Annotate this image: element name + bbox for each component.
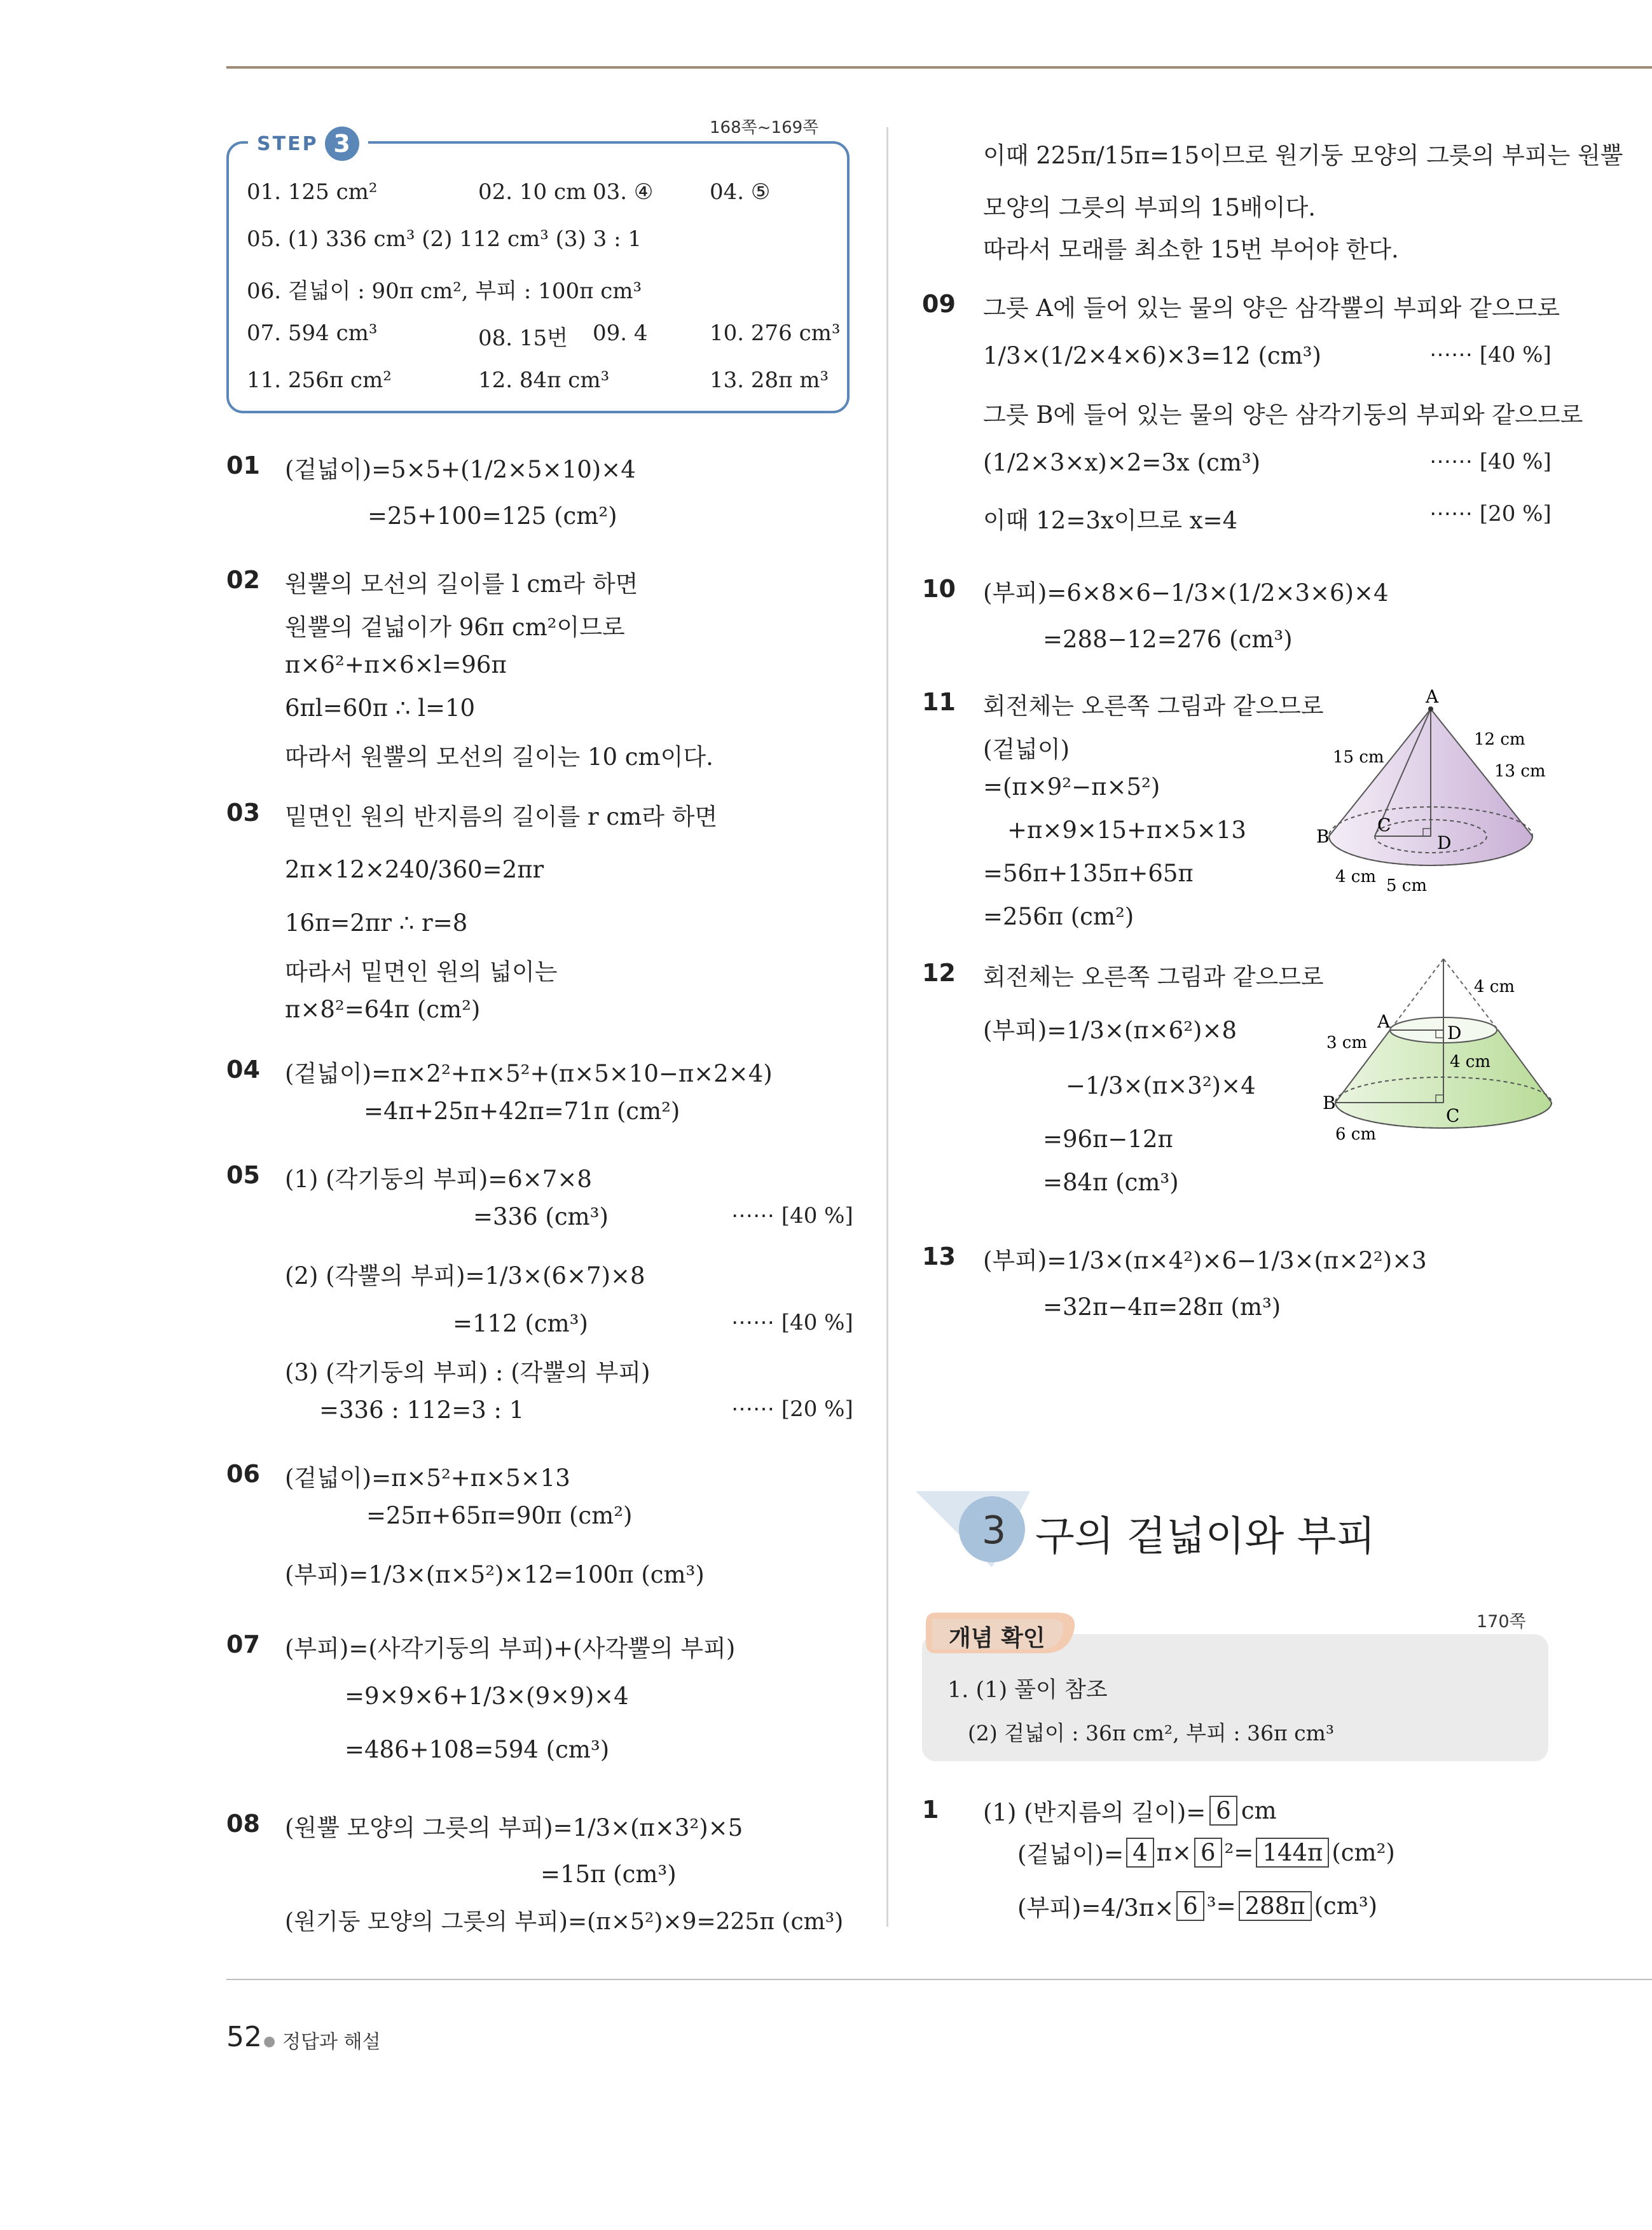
problem-number: 13: [922, 1242, 956, 1270]
solution-line: =32π−4π=28π (m³): [1043, 1293, 1281, 1321]
solution-line: [983, 1793, 1277, 1827]
solution-line: −1/3×(π×3²)×4: [1066, 1072, 1256, 1099]
answer-02: 02. 10 cm: [478, 179, 587, 205]
concept-line: (2) 겉넓이 : 36π cm², 부피 : 36π cm³: [968, 1721, 1335, 1745]
math-text: ³=: [1206, 1892, 1236, 1920]
answer-box: 6: [1194, 1838, 1222, 1868]
solution-line: 6πl=60π ∴ l=10: [285, 694, 476, 722]
solution-line: (3) (각기둥의 부피) : (각뿔의 부피): [285, 1359, 650, 1386]
step-text: STEP: [257, 132, 319, 155]
side-label: 4 cm: [1450, 1052, 1491, 1071]
math-text: π×: [1156, 1838, 1192, 1866]
section-badge: [916, 1491, 1030, 1567]
problem-number: 01: [226, 451, 260, 479]
solution-line: 그릇 B에 들어 있는 물의 양은 삼각기둥의 부피와 같으므로: [983, 401, 1583, 429]
label-d: D: [1437, 832, 1452, 853]
section-number: 3: [982, 1508, 1007, 1553]
solution-line: 1/3×(1/2×4×6)×3=12 (cm³): [983, 342, 1321, 369]
solution-line: 2π×12×240/360=2πr: [285, 856, 544, 883]
solution-line: =96π−12π: [1043, 1125, 1173, 1153]
solution-line: 그릇 A에 들어 있는 물의 양은 삼각뿔의 부피와 같으므로: [983, 294, 1560, 322]
solution-line: (2) (각뿔의 부피)=1/3×(6×7)×8: [285, 1262, 645, 1290]
answer-box: 4: [1126, 1838, 1154, 1868]
answer-12: 12. 84π cm³: [478, 368, 610, 393]
label-b: B: [1316, 826, 1330, 847]
solution-line: =336 : 112=3 : 1: [319, 1396, 525, 1424]
solution-line: 회전체는 오른쪽 그림과 같으므로: [983, 692, 1324, 720]
solution-line: 원뿔의 겉넓이가 96π cm²이므로: [285, 614, 625, 641]
cone-figure: [1316, 684, 1558, 906]
solution-line: 회전체는 오른쪽 그림과 같으므로: [983, 963, 1324, 991]
solution-line: [1017, 1835, 1395, 1869]
solution-line: =(π×9²−π×5²): [983, 773, 1160, 801]
solution-line: (부피)=1/3×(π×6²)×8: [983, 1017, 1237, 1044]
side-label: 5 cm: [1386, 876, 1428, 895]
step-number: 3: [325, 127, 359, 161]
solution-line: 이때 12=3x이므로 x=4: [983, 507, 1238, 534]
answer-box: 6: [1209, 1796, 1237, 1826]
column-divider: [886, 127, 888, 1927]
unit-text: (cm²): [1332, 1838, 1395, 1866]
solution-line: 모양의 그릇의 부피의 15배이다.: [983, 194, 1316, 221]
solution-line: +π×9×15+π×5×13: [1007, 816, 1246, 844]
math-text: ²=: [1224, 1838, 1254, 1866]
solution-line: =4π+25π+42π=71π (cm²): [364, 1098, 680, 1125]
page-number: 52: [226, 2021, 262, 2053]
score-note: ⋯⋯ [20 %]: [1429, 501, 1552, 527]
label-a: A: [1377, 1011, 1391, 1032]
problem-number: 09: [922, 290, 956, 318]
answer-05: 05. (1) 336 cm³ (2) 112 cm³ (3) 3 : 1: [247, 226, 642, 252]
side-label: 4 cm: [1335, 867, 1377, 886]
solution-line: 이때 225π/15π=15이므로 원기둥 모양의 그릇의 부피는 원뿔: [983, 142, 1623, 169]
solution-line: =15π (cm³): [540, 1861, 677, 1888]
problem-number: 1: [922, 1796, 939, 1824]
solution-line: =486+108=594 (cm³): [345, 1736, 610, 1763]
footer-dot: ●: [263, 2034, 276, 2049]
solution-line: π×8²=64π (cm²): [285, 996, 481, 1023]
problem-number: 02: [226, 566, 260, 594]
solution-line: 따라서 밑면인 원의 넓이는: [285, 958, 558, 986]
volume-text: (부피)=4/3π×: [1017, 1894, 1174, 1922]
solution-line: =84π (cm³): [1043, 1169, 1179, 1196]
solution-line: =256π (cm²): [983, 903, 1134, 930]
answer-box: 6: [1176, 1891, 1204, 1921]
solution-line: (원기둥 모양의 그릇의 부피)=(π×5²)×9=225π (cm³): [285, 1909, 844, 1935]
concept-tab-label: 개념 확인: [949, 1625, 1045, 1651]
solution-line: 16π=2πr ∴ r=8: [285, 909, 468, 937]
score-note: ⋯⋯ [40 %]: [1429, 449, 1552, 474]
answer-11: 11. 256π cm²: [247, 368, 392, 393]
score-note: ⋯⋯ [40 %]: [1429, 342, 1552, 368]
solution-line: (부피)=(사각기둥의 부피)+(사각뿔의 부피): [285, 1635, 736, 1662]
side-label: 12 cm: [1474, 730, 1525, 749]
answer-09: 09. 4: [593, 320, 648, 346]
solution-line: 따라서 원뿔의 모선의 길이는 10 cm이다.: [285, 743, 713, 771]
solution-line: =112 (cm³): [453, 1310, 588, 1337]
label-c: C: [1446, 1105, 1460, 1126]
frustum-figure: [1323, 953, 1564, 1143]
answer-08: 08. 15번: [478, 326, 568, 351]
label-b: B: [1323, 1092, 1336, 1113]
label-d: D: [1447, 1022, 1462, 1043]
solution-line: =9×9×6+1/3×(9×9)×4: [345, 1683, 629, 1710]
solution-line: =25π+65π=90π (cm²): [366, 1502, 633, 1529]
solution-line: =336 (cm³): [473, 1203, 609, 1230]
solution-line: (1) (각기둥의 부피)=6×7×8: [285, 1166, 592, 1193]
solution-line: (겉넓이)=π×2²+π×5²+(π×5×10−π×2×4): [285, 1060, 773, 1087]
problem-number: 06: [226, 1460, 260, 1488]
answer-box: 144π: [1256, 1838, 1329, 1868]
answer-10: 10. 276 cm³: [710, 320, 841, 346]
label-c: C: [1377, 815, 1391, 836]
solution-line: =56π+135π+65π: [983, 860, 1194, 887]
radius-text: (1) (반지름의 길이)=: [983, 1799, 1206, 1826]
solution-line: [1017, 1889, 1377, 1923]
solution-line: (1/2×3×x)×2=3x (cm³): [983, 449, 1261, 476]
unit-text: cm: [1241, 1796, 1277, 1824]
problem-number: 05: [226, 1161, 260, 1189]
score-note: ⋯⋯ [40 %]: [731, 1203, 853, 1229]
answer-03: 03. ④: [593, 179, 654, 205]
problem-number: 08: [226, 1810, 260, 1838]
solution-line: (부피)=1/3×(π×5²)×12=100π (cm³): [285, 1561, 705, 1588]
label-a: A: [1426, 686, 1439, 707]
answer-01: 01. 125 cm²: [247, 179, 378, 205]
solution-line: (겉넓이): [983, 736, 1070, 763]
side-label: 6 cm: [1335, 1125, 1377, 1143]
concept-page: 170쪽: [1476, 1612, 1526, 1632]
area-text: (겉넓이)=: [1017, 1841, 1124, 1868]
problem-number: 10: [922, 575, 956, 603]
top-rule: [226, 66, 1652, 69]
problem-number: 04: [226, 1056, 260, 1084]
answer-07: 07. 594 cm³: [247, 320, 378, 346]
score-note: ⋯⋯ [20 %]: [731, 1396, 853, 1422]
solution-line: =288−12=276 (cm³): [1043, 626, 1293, 653]
concept-line: 1. (1) 풀이 참조: [947, 1677, 1108, 1703]
side-label: 13 cm: [1494, 762, 1546, 781]
answer-box: 288π: [1239, 1891, 1312, 1921]
section-title: 구의 겉넓이와 부피: [1035, 1513, 1376, 1560]
problem-number: 07: [226, 1630, 260, 1658]
answer-06: 06. 겉넓이 : 90π cm², 부피 : 100π cm³: [247, 279, 642, 304]
bottom-rule: [226, 1979, 1652, 1980]
score-note: ⋯⋯ [40 %]: [731, 1310, 853, 1335]
unit-text: (cm³): [1314, 1892, 1378, 1920]
side-label: 3 cm: [1326, 1033, 1368, 1052]
solution-line: 밑면인 원의 반지름의 길이를 r cm라 하면: [285, 803, 718, 830]
solution-line: π×6²+π×6×l=96π: [285, 651, 507, 678]
solution-line: (겉넓이)=5×5+(1/2×5×10)×4: [285, 456, 636, 483]
problem-number: 11: [922, 688, 956, 716]
side-label: 15 cm: [1333, 748, 1384, 767]
solution-line: (부피)=6×8×6−1/3×(1/2×3×6)×4: [983, 579, 1389, 607]
footer-title: 정답과 해설: [282, 2031, 381, 2053]
step-label: [248, 125, 368, 163]
side-label: 4 cm: [1474, 977, 1515, 996]
solution-line: (원뿔 모양의 그릇의 부피)=1/3×(π×3²)×5: [285, 1814, 743, 1841]
solution-line: =25+100=125 (cm²): [368, 502, 617, 530]
solution-line: (부피)=1/3×(π×4²)×6−1/3×(π×2²)×3: [983, 1247, 1427, 1274]
solution-line: 원뿔의 모선의 길이를 l cm라 하면: [285, 570, 638, 598]
solution-line: 따라서 모래를 최소한 15번 부어야 한다.: [983, 236, 1399, 263]
solution-line: (겉넓이)=π×5²+π×5×13: [285, 1464, 570, 1492]
answer-13: 13. 28π m³: [710, 368, 829, 393]
problem-number: 12: [922, 959, 956, 987]
problem-number: 03: [226, 799, 260, 827]
answer-04: 04. ⑤: [710, 179, 771, 205]
step-pages: 168쪽~169쪽: [710, 118, 819, 137]
